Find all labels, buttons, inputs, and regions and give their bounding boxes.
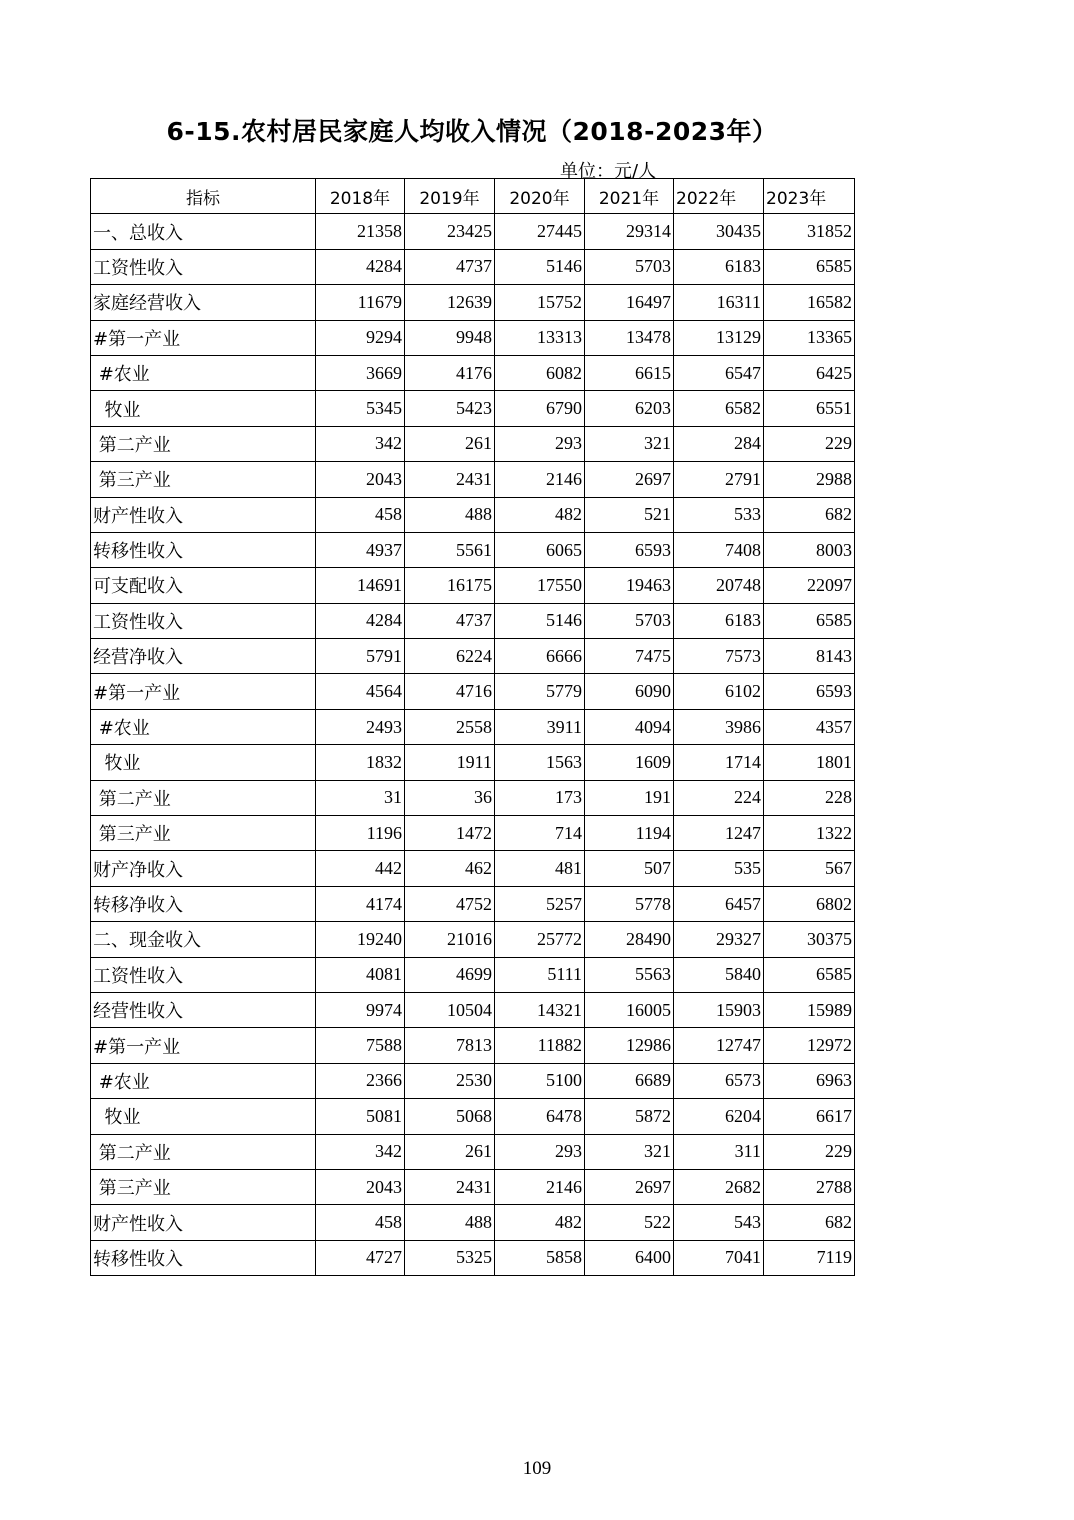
- value-cell: 2366: [316, 1063, 405, 1098]
- value-cell: 2697: [585, 1169, 674, 1204]
- table-row: [91, 1240, 855, 1275]
- value-cell: 6963: [764, 1063, 855, 1098]
- value-cell: 5561: [405, 532, 495, 567]
- value-cell: 6551: [764, 391, 855, 426]
- value-cell: 6582: [674, 391, 764, 426]
- value-cell: 462: [405, 851, 495, 886]
- value-cell: 1563: [495, 745, 585, 780]
- value-cell: 458: [316, 497, 405, 532]
- table-row: [91, 745, 855, 780]
- value-cell: 5100: [495, 1063, 585, 1098]
- value-cell: 3911: [495, 709, 585, 744]
- value-cell: 16005: [585, 992, 674, 1027]
- value-cell: 3669: [316, 355, 405, 390]
- value-cell: 7119: [764, 1240, 855, 1275]
- row-label: #农业: [91, 709, 316, 744]
- value-cell: 4737: [405, 249, 495, 284]
- value-cell: 6224: [405, 639, 495, 674]
- row-label: 转移性收入: [91, 1240, 316, 1275]
- value-cell: 14321: [495, 992, 585, 1027]
- value-cell: 522: [585, 1205, 674, 1240]
- value-cell: 11882: [495, 1028, 585, 1063]
- table-row: [91, 1134, 855, 1169]
- value-cell: 311: [674, 1134, 764, 1169]
- value-cell: 6065: [495, 532, 585, 567]
- table-row: [91, 922, 855, 957]
- table-row: [91, 462, 855, 497]
- value-cell: 6425: [764, 355, 855, 390]
- row-label: 经营性收入: [91, 992, 316, 1027]
- value-cell: 23425: [405, 214, 495, 249]
- table-row: [91, 426, 855, 461]
- value-cell: 19463: [585, 568, 674, 603]
- row-label: 牧业: [91, 1099, 316, 1134]
- value-cell: 36: [405, 780, 495, 815]
- row-label: 第二产业: [91, 426, 316, 461]
- value-cell: 9974: [316, 992, 405, 1027]
- value-cell: 543: [674, 1205, 764, 1240]
- value-cell: 7041: [674, 1240, 764, 1275]
- table-row: [91, 532, 855, 567]
- value-cell: 6573: [674, 1063, 764, 1098]
- row-label: 财产净收入: [91, 851, 316, 886]
- value-cell: 6183: [674, 603, 764, 638]
- value-cell: 4752: [405, 886, 495, 921]
- value-cell: 228: [764, 780, 855, 815]
- value-cell: 30375: [764, 922, 855, 957]
- value-cell: 2988: [764, 462, 855, 497]
- row-label: 财产性收入: [91, 1205, 316, 1240]
- value-cell: 682: [764, 1205, 855, 1240]
- value-cell: 21358: [316, 214, 405, 249]
- value-cell: 2493: [316, 709, 405, 744]
- value-cell: 482: [495, 1205, 585, 1240]
- value-cell: 321: [585, 426, 674, 461]
- value-cell: 6593: [585, 532, 674, 567]
- value-cell: 12972: [764, 1028, 855, 1063]
- value-cell: 13129: [674, 320, 764, 355]
- value-cell: 229: [764, 426, 855, 461]
- value-cell: 13365: [764, 320, 855, 355]
- value-cell: 261: [405, 1134, 495, 1169]
- value-cell: 1911: [405, 745, 495, 780]
- value-cell: 5146: [495, 249, 585, 284]
- row-label: #农业: [91, 355, 316, 390]
- value-cell: 22097: [764, 568, 855, 603]
- value-cell: 342: [316, 1134, 405, 1169]
- value-cell: 4094: [585, 709, 674, 744]
- header-year: 2020年: [495, 179, 585, 214]
- value-cell: 19240: [316, 922, 405, 957]
- value-cell: 16311: [674, 285, 764, 320]
- table-row: [91, 1099, 855, 1134]
- row-label: #第一产业: [91, 1028, 316, 1063]
- row-label: 第三产业: [91, 462, 316, 497]
- row-label: 转移性收入: [91, 532, 316, 567]
- value-cell: 5703: [585, 603, 674, 638]
- value-cell: 6102: [674, 674, 764, 709]
- row-label: 工资性收入: [91, 603, 316, 638]
- value-cell: 6400: [585, 1240, 674, 1275]
- value-cell: 5703: [585, 249, 674, 284]
- value-cell: 293: [495, 1134, 585, 1169]
- value-cell: 682: [764, 497, 855, 532]
- page-number: 109: [522, 1458, 552, 1479]
- value-cell: 9294: [316, 320, 405, 355]
- table-row: [91, 780, 855, 815]
- value-cell: 31852: [764, 214, 855, 249]
- value-cell: 2431: [405, 462, 495, 497]
- row-label: #第一产业: [91, 320, 316, 355]
- value-cell: 229: [764, 1134, 855, 1169]
- value-cell: 6585: [764, 249, 855, 284]
- value-cell: 29314: [585, 214, 674, 249]
- table-row: [91, 249, 855, 284]
- value-cell: 191: [585, 780, 674, 815]
- table-row: [91, 603, 855, 638]
- value-cell: 1472: [405, 816, 495, 851]
- row-label: 二、现金收入: [91, 922, 316, 957]
- value-cell: 5840: [674, 957, 764, 992]
- value-cell: 261: [405, 426, 495, 461]
- value-cell: 4357: [764, 709, 855, 744]
- value-cell: 1247: [674, 816, 764, 851]
- table-header-row: [91, 179, 855, 214]
- unit-label: 单位：元/人: [560, 161, 657, 182]
- value-cell: 2530: [405, 1063, 495, 1098]
- value-cell: 12986: [585, 1028, 674, 1063]
- value-cell: 6666: [495, 639, 585, 674]
- value-cell: 14691: [316, 568, 405, 603]
- header-year: 2022年: [674, 179, 764, 214]
- value-cell: 567: [764, 851, 855, 886]
- value-cell: 5563: [585, 957, 674, 992]
- value-cell: 4737: [405, 603, 495, 638]
- value-cell: 1322: [764, 816, 855, 851]
- value-cell: 2431: [405, 1169, 495, 1204]
- value-cell: 173: [495, 780, 585, 815]
- table-row: [91, 497, 855, 532]
- value-cell: 2146: [495, 1169, 585, 1204]
- value-cell: 1196: [316, 816, 405, 851]
- table-row: [91, 320, 855, 355]
- value-cell: 5325: [405, 1240, 495, 1275]
- value-cell: 293: [495, 426, 585, 461]
- value-cell: 6478: [495, 1099, 585, 1134]
- value-cell: 5858: [495, 1240, 585, 1275]
- value-cell: 342: [316, 426, 405, 461]
- table-row: [91, 674, 855, 709]
- value-cell: 6615: [585, 355, 674, 390]
- value-cell: 3986: [674, 709, 764, 744]
- table-row: [91, 816, 855, 851]
- value-cell: 6790: [495, 391, 585, 426]
- value-cell: 5778: [585, 886, 674, 921]
- value-cell: 5068: [405, 1099, 495, 1134]
- table-row: [91, 214, 855, 249]
- value-cell: 21016: [405, 922, 495, 957]
- value-cell: 4727: [316, 1240, 405, 1275]
- value-cell: 535: [674, 851, 764, 886]
- value-cell: 224: [674, 780, 764, 815]
- value-cell: 7813: [405, 1028, 495, 1063]
- row-label: 工资性收入: [91, 957, 316, 992]
- value-cell: 6203: [585, 391, 674, 426]
- value-cell: 6585: [764, 603, 855, 638]
- value-cell: 6585: [764, 957, 855, 992]
- value-cell: 25772: [495, 922, 585, 957]
- row-label: 第二产业: [91, 780, 316, 815]
- value-cell: 2697: [585, 462, 674, 497]
- value-cell: 4716: [405, 674, 495, 709]
- value-cell: 6183: [674, 249, 764, 284]
- value-cell: 4937: [316, 532, 405, 567]
- value-cell: 4699: [405, 957, 495, 992]
- row-label: 转移净收入: [91, 886, 316, 921]
- value-cell: 6090: [585, 674, 674, 709]
- value-cell: 2146: [495, 462, 585, 497]
- value-cell: 4284: [316, 249, 405, 284]
- row-label: #农业: [91, 1063, 316, 1098]
- value-cell: 9948: [405, 320, 495, 355]
- value-cell: 2558: [405, 709, 495, 744]
- value-cell: 30435: [674, 214, 764, 249]
- value-cell: 27445: [495, 214, 585, 249]
- value-cell: 1801: [764, 745, 855, 780]
- value-cell: 2682: [674, 1169, 764, 1204]
- row-label: 工资性收入: [91, 249, 316, 284]
- value-cell: 7475: [585, 639, 674, 674]
- value-cell: 6082: [495, 355, 585, 390]
- value-cell: 8143: [764, 639, 855, 674]
- value-cell: 11679: [316, 285, 405, 320]
- value-cell: 20748: [674, 568, 764, 603]
- value-cell: 5081: [316, 1099, 405, 1134]
- value-cell: 16497: [585, 285, 674, 320]
- value-cell: 7588: [316, 1028, 405, 1063]
- value-cell: 442: [316, 851, 405, 886]
- row-label: 经营净收入: [91, 639, 316, 674]
- value-cell: 5423: [405, 391, 495, 426]
- row-label: 可支配收入: [91, 568, 316, 603]
- row-label: 第三产业: [91, 1169, 316, 1204]
- table-row: [91, 1169, 855, 1204]
- row-label: 家庭经营收入: [91, 285, 316, 320]
- value-cell: 6802: [764, 886, 855, 921]
- value-cell: 17550: [495, 568, 585, 603]
- value-cell: 10504: [405, 992, 495, 1027]
- value-cell: 8003: [764, 532, 855, 567]
- value-cell: 4081: [316, 957, 405, 992]
- table-row: [91, 568, 855, 603]
- value-cell: 4284: [316, 603, 405, 638]
- value-cell: 7573: [674, 639, 764, 674]
- value-cell: 481: [495, 851, 585, 886]
- value-cell: 2043: [316, 462, 405, 497]
- value-cell: 5345: [316, 391, 405, 426]
- value-cell: 5257: [495, 886, 585, 921]
- table-row: [91, 285, 855, 320]
- header-indicator: 指标: [91, 179, 316, 214]
- value-cell: 1832: [316, 745, 405, 780]
- value-cell: 5111: [495, 957, 585, 992]
- row-label: 第二产业: [91, 1134, 316, 1169]
- value-cell: 507: [585, 851, 674, 886]
- value-cell: 1714: [674, 745, 764, 780]
- value-cell: 488: [405, 1205, 495, 1240]
- value-cell: 5791: [316, 639, 405, 674]
- value-cell: 29327: [674, 922, 764, 957]
- value-cell: 5146: [495, 603, 585, 638]
- value-cell: 4564: [316, 674, 405, 709]
- value-cell: 533: [674, 497, 764, 532]
- value-cell: 6204: [674, 1099, 764, 1134]
- header-year: 2021年: [585, 179, 674, 214]
- value-cell: 15989: [764, 992, 855, 1027]
- table-row: [91, 957, 855, 992]
- row-label: 第三产业: [91, 816, 316, 851]
- value-cell: 4176: [405, 355, 495, 390]
- value-cell: 5779: [495, 674, 585, 709]
- value-cell: 4174: [316, 886, 405, 921]
- value-cell: 6457: [674, 886, 764, 921]
- value-cell: 521: [585, 497, 674, 532]
- value-cell: 7408: [674, 532, 764, 567]
- table-row: [91, 851, 855, 886]
- table-row: [91, 639, 855, 674]
- page-title: 6-15.农村居民家庭人均收入情况（2018-2023年）: [166, 117, 778, 146]
- value-cell: 1194: [585, 816, 674, 851]
- table-row: [91, 1205, 855, 1240]
- value-cell: 15752: [495, 285, 585, 320]
- value-cell: 284: [674, 426, 764, 461]
- value-cell: 458: [316, 1205, 405, 1240]
- header-year: 2019年: [405, 179, 495, 214]
- value-cell: 12639: [405, 285, 495, 320]
- row-label: #第一产业: [91, 674, 316, 709]
- table-row: [91, 709, 855, 744]
- value-cell: 16582: [764, 285, 855, 320]
- value-cell: 15903: [674, 992, 764, 1027]
- value-cell: 2791: [674, 462, 764, 497]
- value-cell: 6593: [764, 674, 855, 709]
- header-year: 2018年: [316, 179, 405, 214]
- table-row: [91, 1063, 855, 1098]
- value-cell: 2788: [764, 1169, 855, 1204]
- income-table: [90, 178, 855, 1276]
- value-cell: 6547: [674, 355, 764, 390]
- value-cell: 13313: [495, 320, 585, 355]
- value-cell: 488: [405, 497, 495, 532]
- row-label: 财产性收入: [91, 497, 316, 532]
- value-cell: 28490: [585, 922, 674, 957]
- value-cell: 714: [495, 816, 585, 851]
- value-cell: 1609: [585, 745, 674, 780]
- row-label: 牧业: [91, 745, 316, 780]
- table-row: [91, 391, 855, 426]
- value-cell: 321: [585, 1134, 674, 1169]
- value-cell: 12747: [674, 1028, 764, 1063]
- table-row: [91, 886, 855, 921]
- row-label: 一、总收入: [91, 214, 316, 249]
- value-cell: 6689: [585, 1063, 674, 1098]
- value-cell: 5872: [585, 1099, 674, 1134]
- value-cell: 2043: [316, 1169, 405, 1204]
- row-label: 牧业: [91, 391, 316, 426]
- table-row: [91, 1028, 855, 1063]
- header-year: 2023年: [764, 179, 855, 214]
- value-cell: 482: [495, 497, 585, 532]
- table-row: [91, 992, 855, 1027]
- value-cell: 13478: [585, 320, 674, 355]
- table-row: [91, 355, 855, 390]
- value-cell: 16175: [405, 568, 495, 603]
- value-cell: 6617: [764, 1099, 855, 1134]
- value-cell: 31: [316, 780, 405, 815]
